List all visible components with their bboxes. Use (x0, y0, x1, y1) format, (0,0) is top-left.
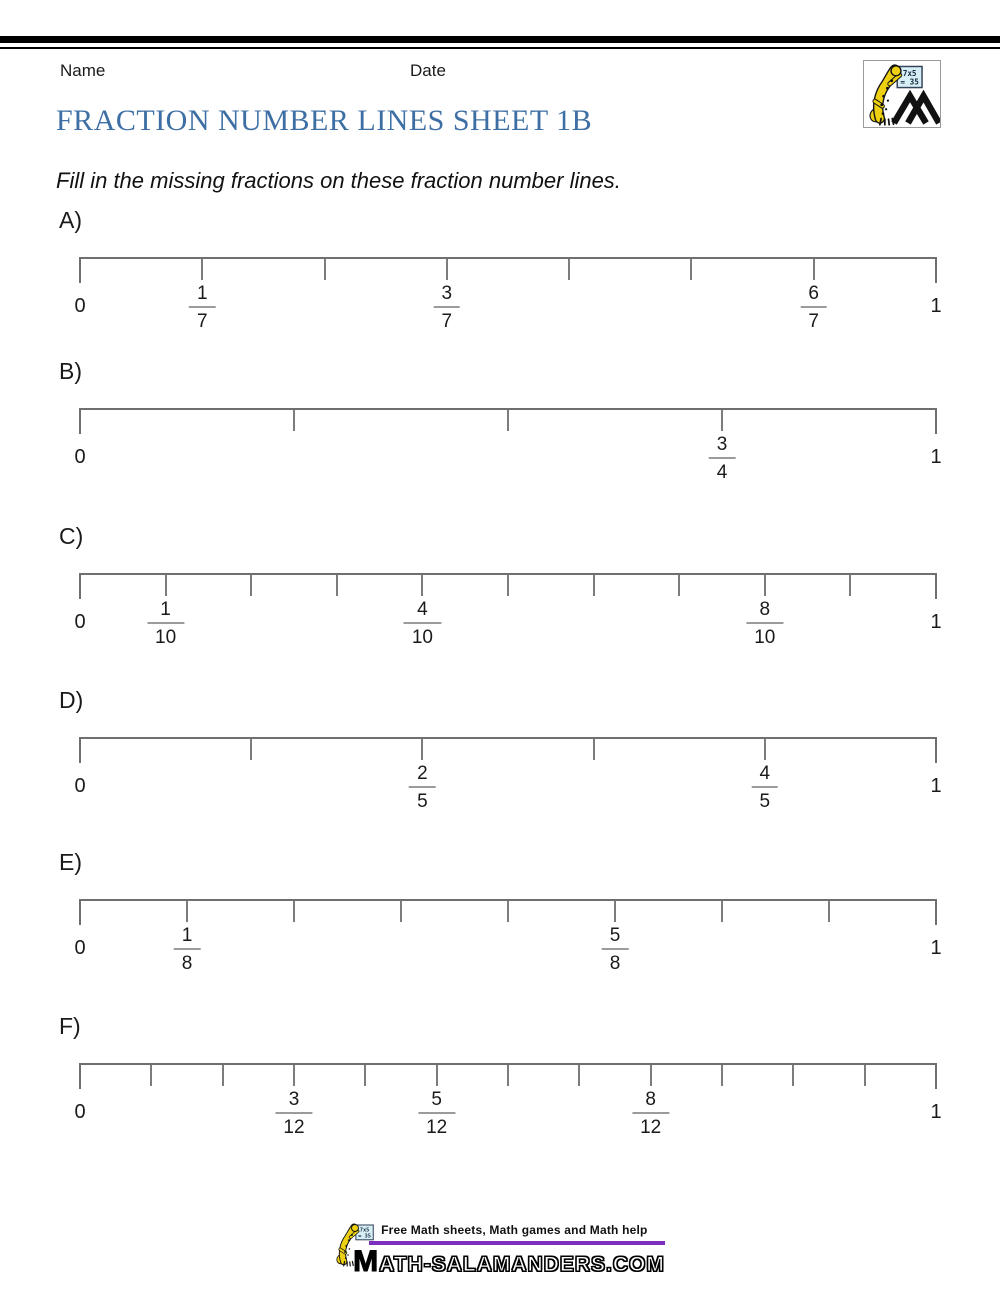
tick-mark (186, 901, 188, 922)
fraction-label (709, 435, 736, 482)
tick-mark (293, 410, 295, 431)
fraction-bar (800, 306, 827, 308)
numberline-track-area (74, 408, 942, 498)
numberline-track-area (74, 737, 942, 827)
tick-mark (79, 739, 81, 763)
tick-mark (690, 259, 692, 280)
start-value: 0 (74, 937, 86, 959)
numberline-letter: D) (59, 687, 84, 713)
tick-mark (721, 410, 723, 431)
numberline-section-f (0, 1013, 1000, 1163)
fraction-numerator: 6 (808, 283, 819, 304)
fraction-label (174, 926, 201, 973)
tick-mark (421, 575, 423, 596)
tick-mark (864, 1065, 866, 1086)
numberline-section-b (0, 358, 1000, 508)
tick-mark (568, 259, 570, 280)
fraction-label (434, 284, 461, 331)
fraction-numerator: 3 (716, 434, 728, 455)
tick-mark (935, 259, 937, 283)
footer-site-name: MATH-SALAMANDERS.COM (353, 1245, 665, 1278)
fraction-label (602, 926, 629, 973)
tick-mark (324, 259, 326, 280)
tick-mark (507, 575, 509, 596)
m-logo-icon (894, 96, 939, 123)
start-value: 0 (74, 1101, 86, 1123)
tick-mark (79, 410, 81, 434)
page-title: FRACTION NUMBER LINES SHEET 1B (56, 104, 593, 137)
fraction-numerator: 4 (759, 763, 771, 784)
numberline-track-area (74, 1063, 942, 1153)
fraction-label (275, 1090, 312, 1137)
fraction-numerator: 3 (441, 283, 453, 304)
numberline-section-e (0, 849, 1000, 999)
tick-mark (935, 739, 937, 763)
fraction-bar (746, 622, 783, 624)
end-value: 1 (930, 446, 942, 468)
numberline-letter: E) (59, 849, 82, 875)
fraction-numerator: 2 (417, 763, 428, 784)
numberline-track (79, 737, 937, 739)
footer-logo-lockup (335, 1220, 665, 1279)
start-value: 0 (74, 611, 86, 633)
fraction-denominator: 8 (181, 953, 193, 974)
fraction-numerator: 1 (181, 925, 193, 946)
fraction-bar (409, 786, 436, 788)
tick-mark (79, 259, 81, 283)
fraction-label (418, 1090, 455, 1137)
tick-mark (165, 575, 167, 596)
math-salamanders-logo (863, 60, 941, 128)
tick-mark (436, 1065, 438, 1086)
tick-mark (764, 739, 766, 760)
fraction-numerator: 5 (609, 925, 621, 946)
fraction-denominator: 7 (441, 311, 453, 332)
tick-mark (79, 901, 81, 925)
end-value: 1 (930, 611, 942, 633)
fraction-bar (434, 306, 461, 308)
numberline-section-a (0, 207, 1000, 357)
tick-mark (421, 739, 423, 760)
fraction-label (189, 284, 216, 331)
tick-mark (935, 1065, 937, 1089)
fraction-label (147, 600, 184, 647)
tick-mark (721, 1065, 723, 1086)
tick-mark (593, 575, 595, 596)
tick-mark (764, 575, 766, 596)
numberline-letter: C) (59, 523, 84, 549)
numberline-track (79, 257, 937, 259)
fraction-bar (189, 306, 216, 308)
tick-mark (336, 575, 338, 596)
tick-mark (792, 1065, 794, 1086)
end-value: 1 (930, 937, 942, 959)
fraction-numerator: 1 (196, 283, 208, 304)
fraction-denominator: 7 (196, 311, 208, 332)
start-value: 0 (74, 775, 86, 797)
tick-mark (507, 410, 509, 431)
fraction-label (632, 1090, 669, 1137)
fraction-label (800, 284, 827, 331)
fraction-numerator: 8 (645, 1089, 656, 1110)
numberline-track-area (74, 899, 942, 989)
fraction-denominator: 12 (283, 1117, 305, 1138)
fraction-bar (147, 622, 184, 624)
tick-mark (79, 1065, 81, 1089)
numberline-letter: A) (59, 207, 82, 233)
tick-mark (593, 739, 595, 760)
fraction-bar (275, 1112, 312, 1114)
date-label: Date (410, 61, 446, 80)
tick-mark (201, 259, 203, 280)
fraction-bar (404, 622, 441, 624)
fraction-numerator: 8 (759, 599, 771, 620)
numberline-track-area (74, 257, 942, 347)
tick-mark (650, 1065, 652, 1086)
tick-mark (935, 575, 937, 599)
tick-mark (150, 1065, 152, 1086)
tick-mark (507, 1065, 509, 1086)
fraction-label (752, 764, 779, 811)
numberline-track-area (74, 573, 942, 663)
fraction-denominator: 4 (716, 462, 728, 483)
end-value: 1 (930, 775, 942, 797)
tick-mark (828, 901, 830, 922)
fraction-label (746, 600, 783, 647)
fraction-label (404, 600, 441, 647)
tick-mark (250, 575, 252, 596)
tick-mark (678, 575, 680, 596)
footer-tagline: Free Math sheets, Math games and Math help (369, 1220, 665, 1245)
tick-mark (935, 410, 937, 434)
end-value: 1 (930, 1101, 942, 1123)
fraction-denominator: 5 (417, 791, 428, 812)
tick-mark (578, 1065, 580, 1086)
tick-mark (935, 901, 937, 925)
fraction-bar (418, 1112, 455, 1114)
footer (0, 1220, 1000, 1279)
tick-mark (364, 1065, 366, 1086)
tick-mark (250, 739, 252, 760)
fraction-numerator: 1 (160, 599, 171, 620)
start-value: 0 (74, 295, 86, 317)
fraction-denominator: 12 (426, 1117, 448, 1138)
fraction-denominator: 10 (411, 627, 433, 648)
fraction-numerator: 5 (431, 1089, 442, 1110)
fraction-bar (174, 948, 201, 950)
fraction-label (409, 764, 436, 811)
tick-mark (721, 901, 723, 922)
fraction-numerator: 3 (288, 1089, 300, 1110)
numberline-letter: F) (59, 1013, 81, 1039)
tick-mark (849, 575, 851, 596)
numberline-letter: B) (59, 358, 82, 384)
fraction-bar (752, 786, 779, 788)
start-value: 0 (74, 446, 86, 468)
fraction-denominator: 7 (808, 311, 819, 332)
numberline-section-c (0, 523, 1000, 673)
fraction-denominator: 10 (155, 627, 177, 648)
fraction-denominator: 5 (759, 791, 771, 812)
fraction-denominator: 12 (640, 1117, 662, 1138)
tick-mark (293, 901, 295, 922)
tick-mark (507, 901, 509, 922)
fraction-bar (602, 948, 629, 950)
tick-mark (222, 1065, 224, 1086)
tick-mark (446, 259, 448, 280)
tick-mark (79, 575, 81, 599)
top-border (0, 36, 1000, 49)
numberline-section-d (0, 687, 1000, 837)
tick-mark (813, 259, 815, 280)
fraction-numerator: 4 (417, 599, 428, 620)
name-label: Name (60, 61, 106, 80)
tick-mark (400, 901, 402, 922)
fraction-denominator: 8 (609, 953, 621, 974)
fraction-denominator: 10 (754, 627, 776, 648)
end-value: 1 (930, 295, 942, 317)
tick-mark (293, 1065, 295, 1086)
fraction-bar (709, 457, 736, 459)
instruction-text: Fill in the missing fractions on these fraction number lines. (56, 168, 621, 193)
fraction-bar (632, 1112, 669, 1114)
tick-mark (614, 901, 616, 922)
